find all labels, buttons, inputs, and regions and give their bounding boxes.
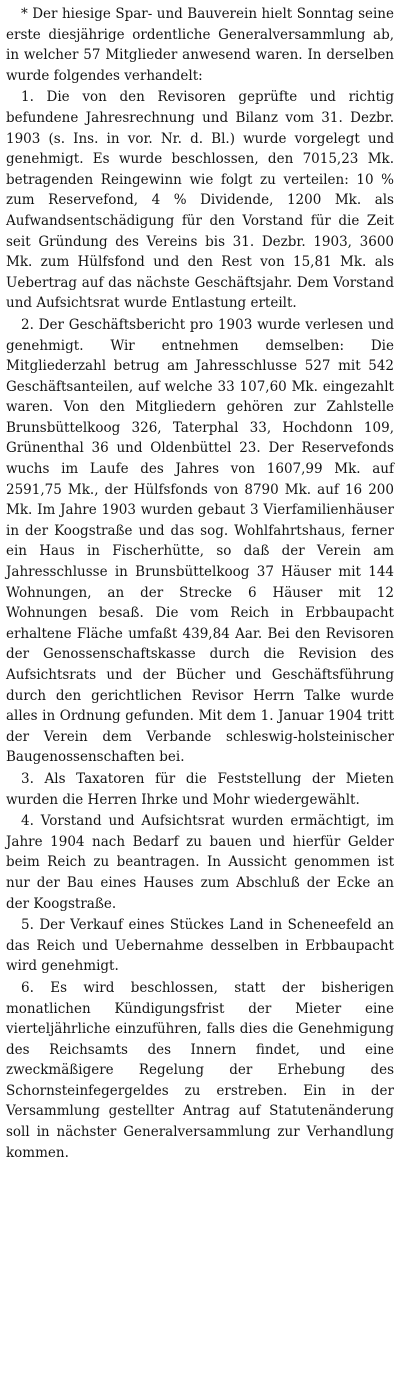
item-6-paragraph: 6. Es wird beschlossen, statt der bisherigen monatlichen Kündigungsfrist der Mieter eine vierteljährliche einzuführen, falls dies die Genehmigung des Reichsamts des Innern findet, und eine zweckmäßigere Regelung der Erhebung des Schornsteinfegergeldes zu erstreben. Ein in der Versammlung gestellter Antrag auf Statutenänderung soll in nächster Generalversammlung zur Verhandlung kommen. — [6, 979, 394, 1161]
item-1-paragraph: 1. Die von den Revisoren geprüfte und richtig befundene Jahresrechnung und Bilanz vom 31. Dezbr. 1903 (s. Ins. in vor. Nr. d. Bl.) wurde vorgelegt und genehmigt. Es wurde beschlossen, den 7015,23 Mk. betragenden Reingewinn wie folgt zu verteilen: 10 % zum Reservefond, 4 % Dividende, 1200 Mk. als Aufwandsentschädigung für den Vorstand für die Zeit seit Gründung des Vereins bis 31. Dezbr. 1903, 3600 Mk. zum Hülfsfond und den Rest von 15,81 Mk. als Uebertrag auf das nächste Geschäftsjahr. Dem Vorstand und Aufsichtsrat wurde Entlastung erteilt. — [6, 89, 394, 312]
item-5-paragraph: 5. Der Verkauf eines Stückes Land in Scheneefeld an das Reich und Uebernahme desselben in Erbbaupacht wird genehmigt. — [6, 917, 394, 975]
item-2-paragraph: 2. Der Geschäftsbericht pro 1903 wurde verlesen und genehmigt. Wir entnehmen demselben: Die Mitgliederzahl betrug am Jahresschlusse 527 mit 542 Geschäftsanteilen, auf welche 33 107,60 Mk. eingezahlt waren. Von den Mitgliedern gehören zur Zahlstelle Brunsbüttelkoog 326, Taterphal 33, Hochdonn 109, Grünenthal 36 und Oldenbüttel 23. Der Reservefonds wuchs im Laufe des Jahres von 1607,99 Mk. auf 2591,75 Mk., der Hülfsfonds von 8790 Mk. auf 16 200 Mk. Im Jahre 1903 wurden gebaut 3 Vierfamilienhäuser in der Koogstraße und das sog. Wohlfahrtshaus, ferner ein Haus in Fischerhütte, so daß der Verein am Jahresschlusse in Brunsbüttelkoog 37 Häuser mit 144 Wohnungen, an der Strecke 6 Häuser mit 12 Wohnungen besaß. Die vom Reich in Erbbaupacht erhaltene Fläche umfaßt 439,84 Aar. Bei den Revisoren der Genossenschaftskasse durch die Revision des Aufsichtsrats und der Bücher und Geschäftsführung durch den gerichtlichen Revisor Herrn Talke wurde alles in Ordnung gefunden. Mit dem 1. Januar 1904 tritt der Verein dem Verbande schleswig-holsteinischer Baugenossenschaften bei. — [6, 316, 394, 766]
item-4-paragraph: 4. Vorstand und Aufsichtsrat wurden ermächtigt, im Jahre 1904 nach Bedarf zu bauen und hierfür Gelder beim Reich zu beantragen. In Aussicht genommen ist nur der Bau eines Hauses zum Abschluß der Ecke an der Koogstraße. — [6, 813, 394, 912]
item-3-paragraph: 3. Als Taxatoren für die Feststellung der Mieten wurden die Herren Ihrke und Mohr wiedergewählt. — [6, 770, 394, 808]
article-intro-paragraph: * Der hiesige Spar- und Bauverein hielt Sonntag seine erste diesjährige ordentliche Generalversammlung ab, in welcher 57 Mitglieder anwesend waren. In derselben wurde folgendes verhandelt: — [6, 6, 394, 84]
